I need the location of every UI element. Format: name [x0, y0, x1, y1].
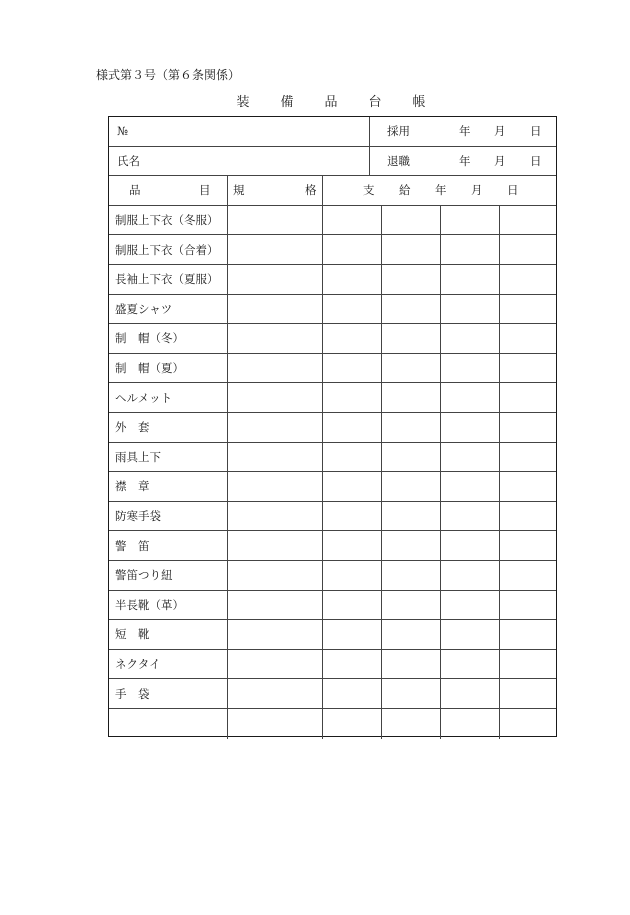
- item-name: 防寒手袋: [115, 509, 161, 524]
- item-name: 制服上下衣（合着）: [115, 242, 219, 257]
- item-row: [109, 324, 556, 354]
- item-row: [109, 443, 556, 473]
- form-number-label: 様式第３号（第６条関係）: [96, 68, 241, 82]
- item-row: [109, 206, 556, 236]
- spec-header-a: 規: [233, 183, 245, 198]
- hired-day-label: 日: [530, 124, 542, 139]
- item-row: [109, 354, 556, 384]
- spec-header-b: 格: [305, 183, 317, 198]
- item-name: ヘルメット: [115, 390, 173, 405]
- title-char: 装: [236, 95, 254, 110]
- item-row: [109, 709, 556, 739]
- hired-month-label: 月: [494, 124, 506, 139]
- item-row: [109, 531, 556, 561]
- item-row: [109, 235, 556, 265]
- hired-label: 採用: [387, 124, 410, 139]
- name-label: 氏名: [117, 153, 140, 168]
- form-title: [108, 91, 558, 110]
- issue-year-header: 年: [435, 183, 447, 198]
- item-row: [109, 591, 556, 621]
- equipment-ledger-table: [108, 116, 557, 737]
- title-char: 帳: [412, 95, 430, 110]
- item-row: [109, 502, 556, 532]
- number-label: №: [117, 124, 128, 139]
- header-row-name: [109, 147, 556, 177]
- hired-year-label: 年: [459, 124, 471, 139]
- item-name: 短 靴: [115, 627, 150, 642]
- column-header-row: [109, 176, 556, 206]
- item-row: [109, 561, 556, 591]
- item-name: 警 笛: [115, 538, 150, 553]
- title-char: 備: [280, 95, 298, 110]
- item-name: 襟 章: [115, 479, 150, 494]
- item-row: [109, 679, 556, 709]
- item-name: 制服上下衣（冬服）: [115, 213, 219, 228]
- item-header-b: 目: [199, 183, 211, 198]
- header-row-number: [109, 117, 556, 147]
- item-name: 手 袋: [115, 686, 150, 701]
- item-name: 警笛つり紐: [115, 568, 173, 583]
- retired-year-label: 年: [459, 153, 471, 168]
- issue-header-b: 給: [399, 183, 411, 198]
- title-char: 台: [368, 95, 386, 110]
- issue-header-a: 支: [363, 183, 375, 198]
- issue-day-header: 日: [507, 183, 519, 198]
- item-name: 盛夏シャツ: [115, 301, 173, 316]
- item-name: 長袖上下衣（夏服）: [115, 272, 219, 287]
- retired-label: 退職: [387, 153, 410, 168]
- item-row: [109, 650, 556, 680]
- item-row: [109, 295, 556, 325]
- item-name: 制 帽（夏）: [115, 361, 184, 376]
- item-name: ネクタイ: [115, 657, 161, 672]
- item-name: 外 套: [115, 420, 150, 435]
- retired-day-label: 日: [530, 153, 542, 168]
- item-name: 制 帽（冬）: [115, 331, 184, 346]
- title-char: 品: [324, 95, 342, 110]
- issue-month-header: 月: [471, 183, 483, 198]
- item-row: [109, 620, 556, 650]
- item-row: [109, 472, 556, 502]
- item-row: [109, 265, 556, 295]
- item-row: [109, 413, 556, 443]
- retired-month-label: 月: [494, 153, 506, 168]
- item-name: 半長靴（革）: [115, 597, 184, 612]
- item-name: 雨具上下: [115, 449, 161, 464]
- item-row: [109, 383, 556, 413]
- item-header-a: 品: [129, 183, 141, 198]
